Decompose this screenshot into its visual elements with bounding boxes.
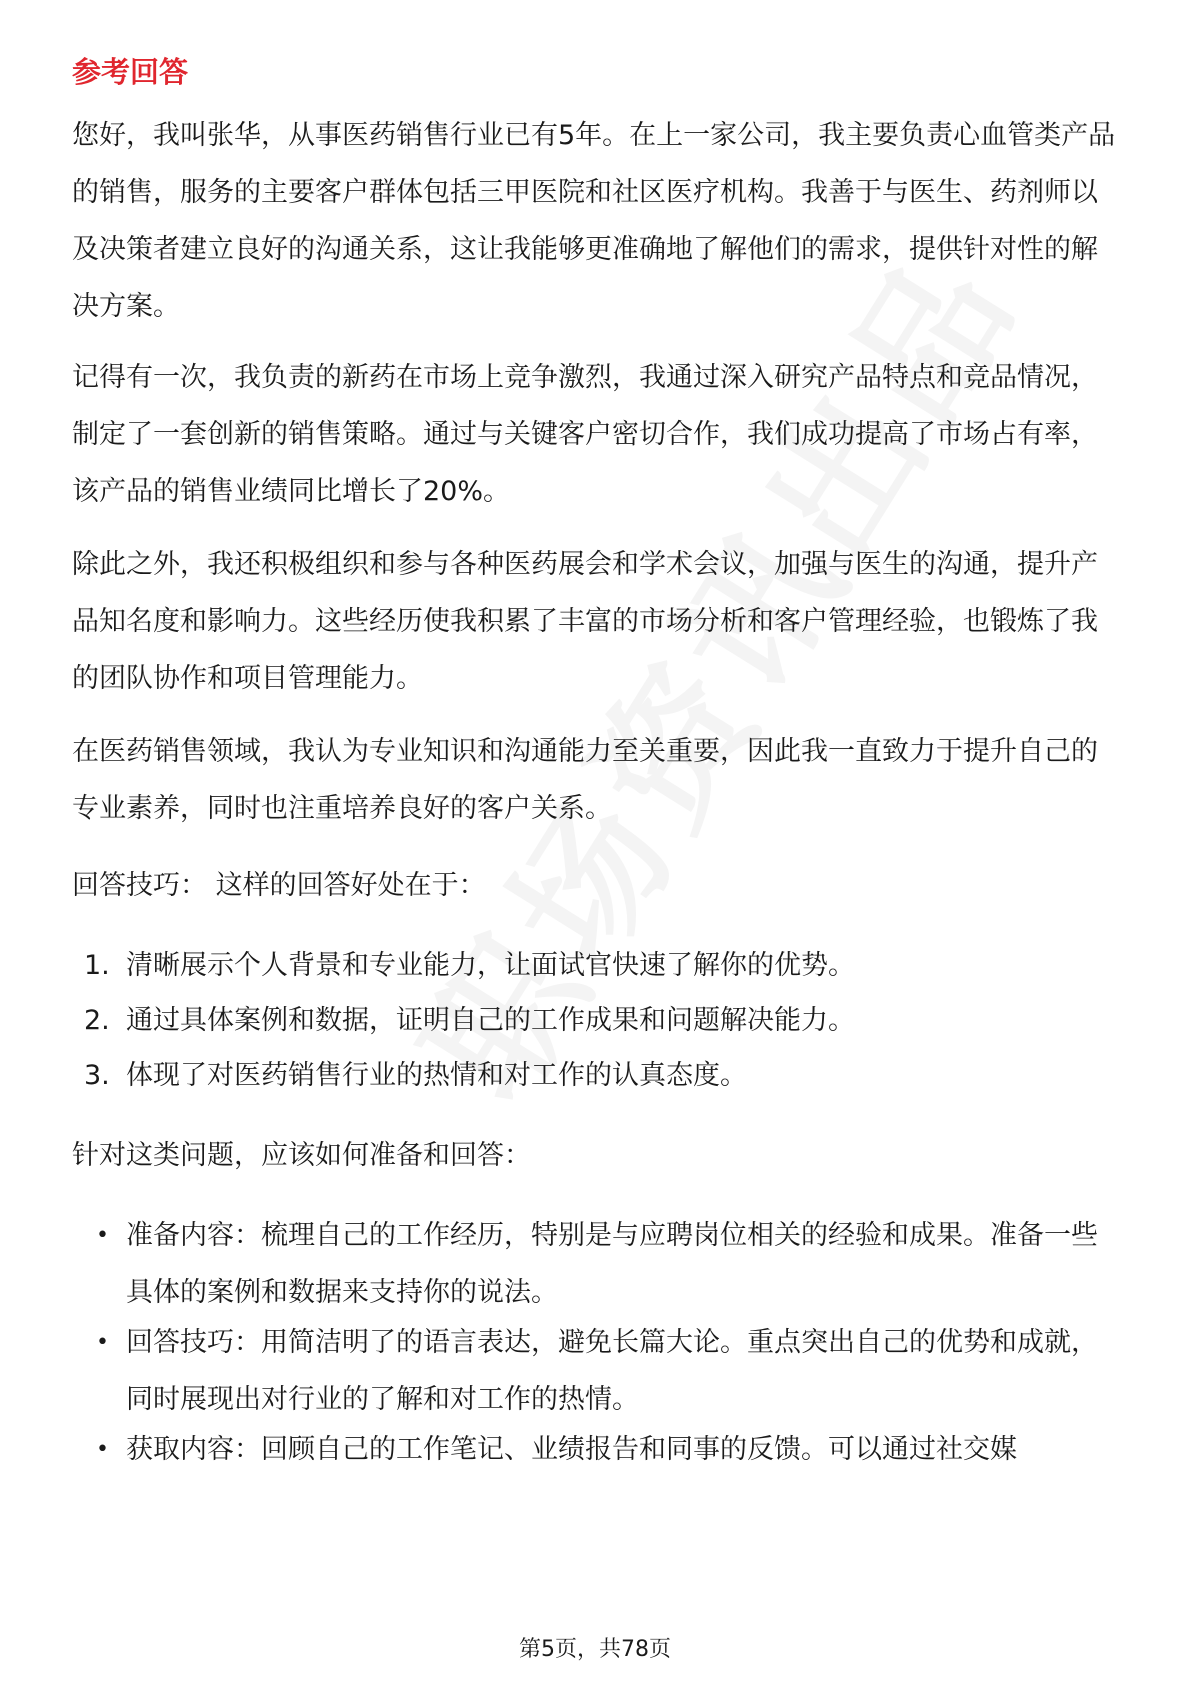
list-item-text: 清晰展示个人背景和专业能力，让面试官快速了解你的优势。 <box>126 950 855 981</box>
bullet-dot: • <box>96 1437 109 1462</box>
list-item-text: 通过具体案例和数据，证明自己的工作成果和问题解决能力。 <box>126 1005 855 1036</box>
list-item <box>84 937 1120 994</box>
prep-heading: 针对这类问题，应该如何准备和回答： <box>72 1140 531 1171</box>
paragraph-intro: 您好，我叫张华，从事医药销售行业已有5年。在上一家公司，我主要负责心血管类产品的销售，服务的主要客户群体包括三甲医院和社区医疗机构。我善于与医生、药剂师以及决策者建立良好的沟通关系，这让我能够更准确地了解他们的需求，提供针对性的解决方案。 <box>72 120 1116 322</box>
bullet-item-text: 准备内容：梳理自己的工作经历，特别是与应聘岗位相关的经验和成果。准备一些具体的案例和数据来支持你的说法。 <box>126 1220 1098 1308</box>
list-number: 2. <box>84 1005 110 1036</box>
tips-heading: 回答技巧： 这样的回答好处在于： <box>72 870 486 901</box>
section-title: 参考回答 <box>72 55 189 89</box>
paragraph-conclusion: 在医药销售领域，我认为专业知识和沟通能力至关重要，因此我一直致力于提升自己的专业素养，同时也注重培养良好的客户关系。 <box>72 736 1098 824</box>
list-number: 3. <box>84 1060 110 1091</box>
list-number: 1. <box>84 950 110 981</box>
list-item <box>84 1047 1120 1104</box>
bullet-item-text: 获取内容：回顾自己的工作笔记、业绩报告和同事的反馈。可以通过社交媒 <box>126 1434 1017 1465</box>
list-item <box>84 992 1120 1049</box>
paragraph-case: 记得有一次，我负责的新药在市场上竞争激烈，我通过深入研究产品特点和竞品情况，制定了一套创新的销售策略。通过与关键客户密切合作，我们成功提高了市场占有率，该产品的销售业绩同比增长了20%。 <box>72 362 1098 507</box>
bullet-item <box>96 1421 1120 1478</box>
bullet-item-text: 回答技巧：用简洁明了的语言表达，避免长篇大论。重点突出自己的优势和成就，同时展现出对行业的了解和对工作的热情。 <box>126 1327 1098 1415</box>
bullet-item <box>96 1314 1120 1428</box>
paragraph-activities: 除此之外，我还积极组织和参与各种医药展会和学术会议，加强与医生的沟通，提升产品知名度和影响力。这些经历使我积累了丰富的市场分析和客户管理经验，也锻炼了我的团队协作和项目管理能力。 <box>72 549 1098 694</box>
list-item-text: 体现了对医药销售行业的热情和对工作的认真态度。 <box>126 1060 747 1091</box>
bullet-dot: • <box>96 1330 109 1355</box>
bullet-dot: • <box>96 1223 109 1248</box>
bullet-item <box>96 1207 1120 1321</box>
page-number: 第5页，共78页 <box>519 1637 671 1662</box>
